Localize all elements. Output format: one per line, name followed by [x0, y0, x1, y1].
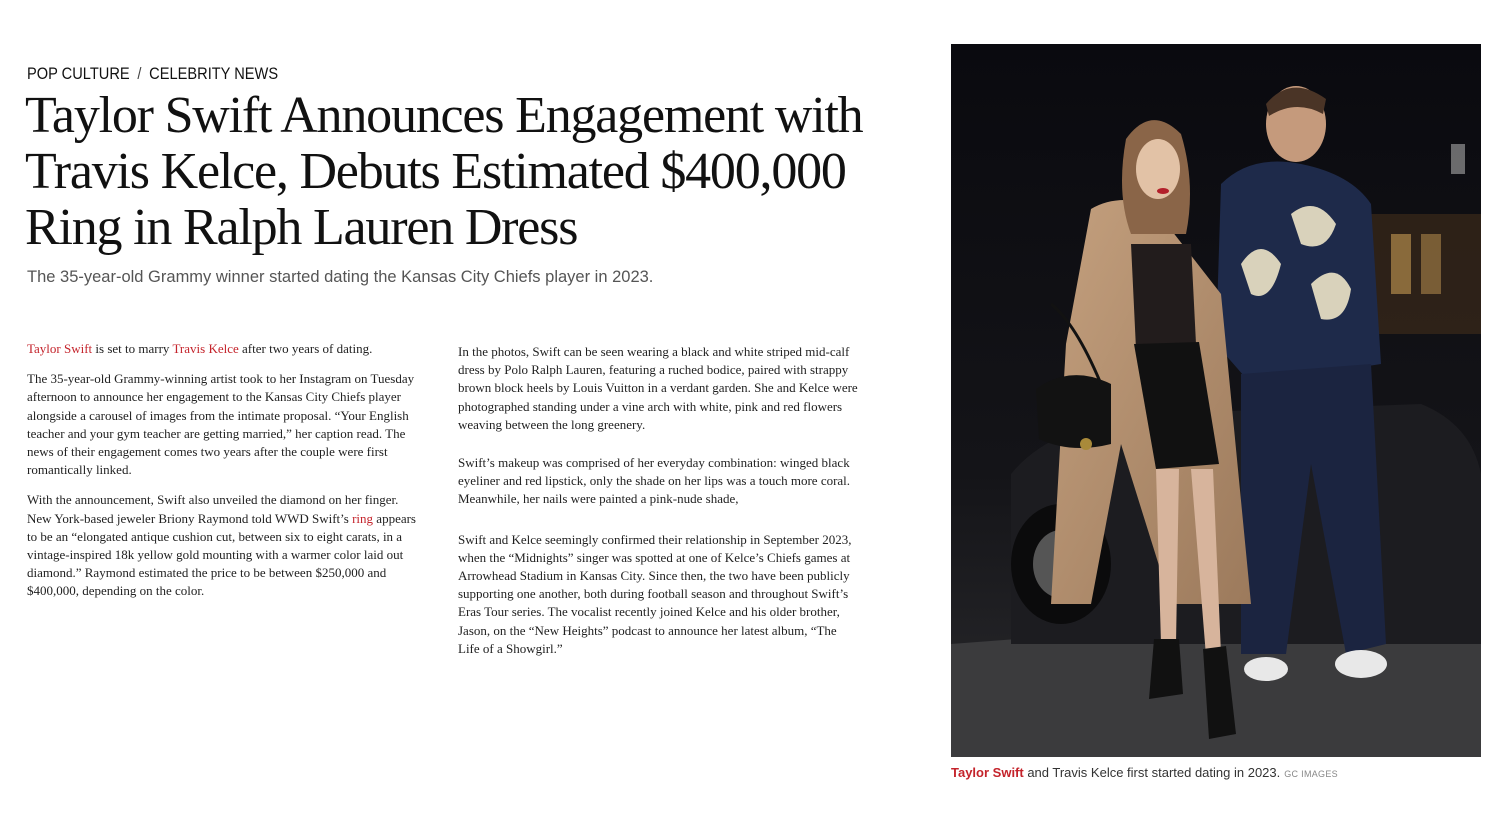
travis-kelce-link[interactable]: Travis Kelce — [172, 341, 239, 356]
breadcrumb-subsection-link[interactable]: CELEBRITY NEWS — [149, 64, 279, 83]
photo-caption — [951, 765, 1491, 780]
couple-photo-illustration — [951, 44, 1481, 757]
breadcrumb-section-link[interactable]: POP CULTURE — [27, 64, 130, 83]
body-paragraph — [27, 491, 422, 600]
article-photo[interactable] — [951, 44, 1481, 757]
body-paragraph — [27, 340, 422, 358]
breadcrumb-separator: / — [137, 64, 142, 83]
article-body-column-1 — [27, 340, 422, 613]
body-text: is set to marry — [92, 341, 173, 356]
breadcrumb — [27, 64, 278, 84]
caption-taylor-swift-link[interactable]: Taylor Swift — [951, 765, 1024, 780]
article-dek: The 35-year-old Grammy winner started dating the Kansas City Chiefs player in 2023. — [27, 268, 654, 286]
body-paragraph: The 35-year-old Grammy-winning artist took to her Instagram on Tuesday afternoon to announce her engagement to the Kansas City Chiefs player alongside a carousel of images from the intimate proposal. “Your English teacher and your gym teacher are getting married,” her caption read. The news of their engagement comes two years after the couple were first romantically linked. — [27, 371, 415, 478]
body-paragraph: Swift’s makeup was comprised of her everyday combination: winged black eyeliner and red lipstick, only the shade on her lips was a touch more coral. Meanwhile, her nails were painted a pink-nude shade, — [458, 455, 851, 507]
body-paragraph: In the photos, Swift can be seen wearing a black and white striped mid-calf dress by Polo Ralph Lauren, featuring a ruched bodice, paired with strappy brown block heels by Louis Vuitton in a verdant garden. She and Kelce were photographed standing under a vine arch with white, pink and red flowers weaving between the long greenery. — [458, 344, 858, 432]
article-headline: Taylor Swift Announces Engagement with Travis Kelce, Debuts Estimated $400,000 Ring in Ralph Lauren Dress — [25, 87, 863, 256]
article-body-column-2 — [458, 343, 858, 670]
photo-credit: GC IMAGES — [1284, 769, 1338, 779]
caption-text: and Travis Kelce first started dating in 2023. — [1023, 765, 1281, 780]
body-text: after two years of dating. — [238, 341, 373, 356]
taylor-swift-link[interactable]: Taylor Swift — [27, 341, 93, 356]
ring-link[interactable]: ring — [352, 510, 374, 526]
body-text: With the announcement, Swift also unveiled the diamond on her finger. New York-based jeweler Briony Raymond told WWD Swift’s — [27, 492, 399, 526]
body-text: appears to be an “elongated antique cushion cut, between six to eight carats, in a vintage-inspired 18k yellow gold mounting with a warmer color laid out diamond.” Raymond estimated the price to be between $250,000 and $400,000, depending on the color. — [27, 510, 416, 599]
body-paragraph: Swift and Kelce seemingly confirmed their relationship in September 2023, when the “Midnights” singer was spotted at one of Kelce’s Chiefs games at Arrowhead Stadium in Kansas City. Since then, the two have been publicly supporting one another, both during football season and throughout Swift’s Eras Tour series. The vocalist recently joined Kelce and his older brother, Jason, on the “New Heights” podcast to announce her latest album, “The Life of a Showgirl.” — [458, 531, 852, 656]
